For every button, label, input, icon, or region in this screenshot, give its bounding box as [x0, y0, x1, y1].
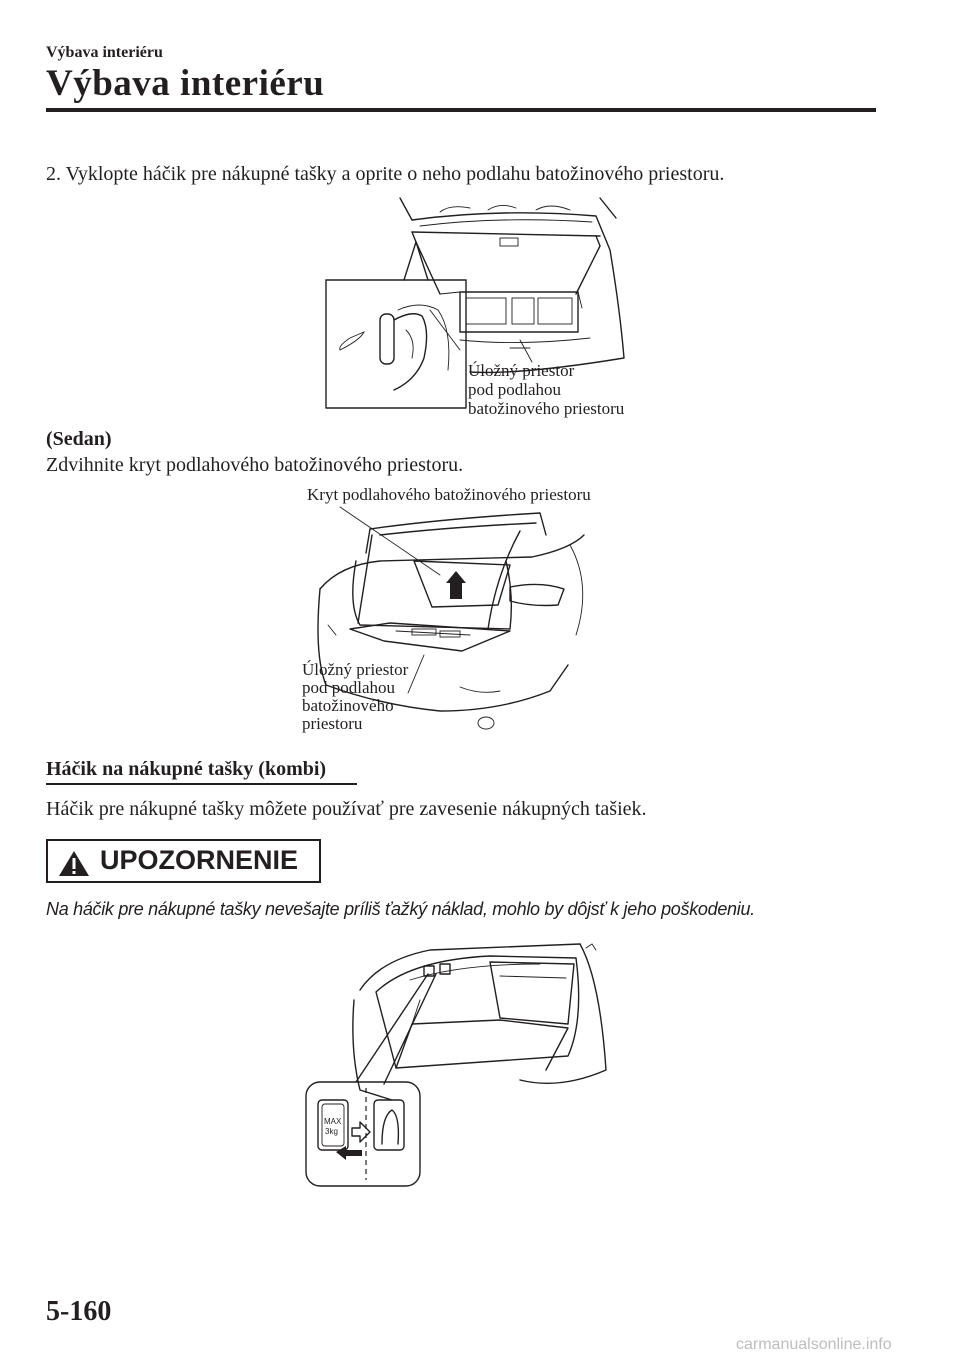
figure2-label-top: Kryt podlahového batožinového priestoru	[307, 485, 591, 504]
sedan-text: Zdvihnite kryt podlahového batožinového priestoru.	[46, 454, 464, 476]
caution-box	[46, 839, 321, 883]
figure2-label-bottom-2: pod podlahou	[302, 678, 396, 697]
hook-weight-label: 3kg	[325, 1127, 338, 1136]
figure1-label-line-3: batožinového priestoru	[468, 399, 625, 418]
page-number: 5-160	[46, 1296, 112, 1327]
figure1-label-line-2: pod podlahou	[468, 380, 562, 399]
hook-max-label: MAX	[324, 1117, 342, 1126]
figure1-label-line-1: Úložný priestor	[468, 361, 575, 380]
caution-label: UPOZORNENIE	[100, 845, 299, 875]
shopping-hook-description: Háčik pre nákupné tašky môžete používať pre zavesenie nákupných tašiek.	[46, 798, 647, 820]
subhead-underline	[46, 783, 357, 785]
breadcrumb: Výbava interiéru	[46, 44, 163, 61]
title-divider	[46, 108, 876, 112]
page-title: Výbava interiéru	[46, 63, 325, 104]
watermark: carmanualsonline.info	[736, 1336, 892, 1353]
figure2-label-bottom-1: Úložný priestor	[302, 660, 409, 679]
sedan-heading: (Sedan)	[46, 428, 112, 450]
wagon-shopping-hook-illustration	[300, 940, 620, 1195]
step-2-text: 2. Vyklopte háčik pre nákupné tašky a oprite o neho podlahu batožinového priestoru.	[46, 163, 725, 185]
warning-triangle-icon	[58, 849, 90, 877]
figure2-label-bottom-3: batožinového	[302, 696, 394, 715]
shopping-hook-heading: Háčik na nákupné tašky (kombi)	[46, 758, 327, 780]
caution-text: Na háčik pre nákupné tašky nevešajte príliš ťažký náklad, mohlo by dôjsť k jeho poškodeniu.	[46, 899, 755, 919]
figure2-label-bottom-4: priestoru	[302, 714, 363, 733]
